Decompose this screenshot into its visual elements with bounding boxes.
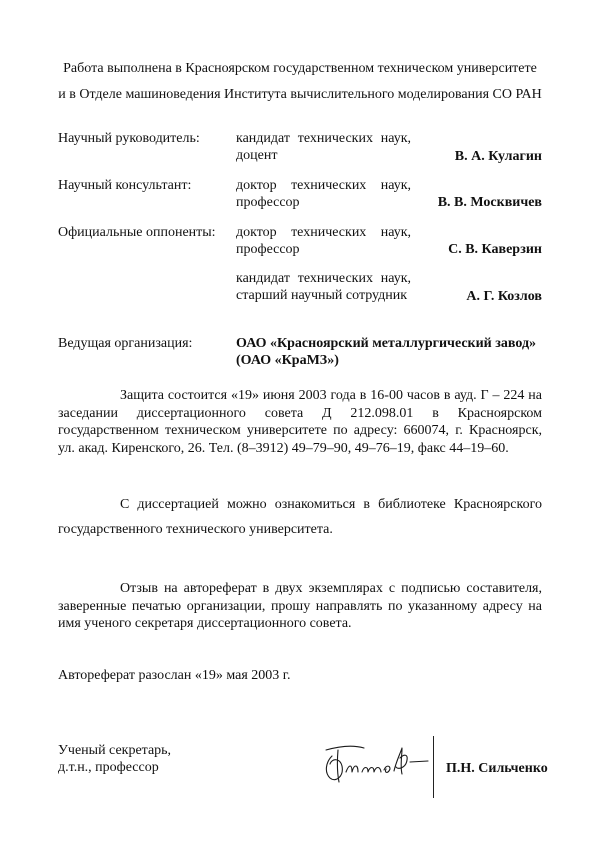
defense-paragraph: Защита состоится «19» июня 2003 года в 16-00 часов в ауд. Г – 224 на заседании диссертационного совета Д 212.098.01 в Красноярском государственном техническом университете по адресу: 660074, г. Красноярск, ул. акад. Киренского, 26. Тел. (8–3912) 49–79–90, 49–76–19, факс 44–19–60.: [58, 388, 542, 456]
credentials: кандидат технических наук, старший научный сотрудник: [236, 271, 411, 303]
signature-divider: [433, 736, 434, 798]
person-name: С. В. Каверзин: [448, 242, 542, 257]
credentials: кандидат технических наук, доцент: [236, 131, 411, 163]
credentials: доктор технических наук, профессор: [236, 178, 411, 210]
intro-line-1: Работа выполнена в Красноярском государственном техническом университете: [63, 61, 537, 76]
secretary-title: Ученый секретарь,: [58, 743, 172, 758]
library-paragraph: С диссертацией можно ознакомиться в библиотеке Красноярского государственного технического университета.: [58, 497, 542, 537]
intro-line-2: и в Отделе машиноведения Института вычислительного моделирования СО РАН: [58, 87, 542, 102]
role-label: Научный руководитель:: [58, 131, 200, 146]
secretary-name: П.Н. Сильченко: [446, 761, 548, 776]
credentials: доктор технических наук, профессор: [236, 225, 411, 257]
role-label: Официальные оппоненты:: [58, 225, 216, 240]
sent-date: Автореферат разослан «19» мая 2003 г.: [58, 668, 291, 683]
review-paragraph: Отзыв на автореферат в двух экземплярах с подписью составителя, заверенные печатью организации, прошу направлять по указанному адресу на имя ученого секретаря диссертационного совета.: [58, 581, 542, 631]
person-name: В. А. Кулагин: [454, 149, 542, 164]
lead-org-label: Ведущая организация:: [58, 336, 193, 351]
person-name: В. В. Москвичев: [437, 195, 542, 210]
secretary-degree: д.т.н., профессор: [58, 760, 159, 775]
lead-org-line-1: ОАО «Красноярский металлургический завод»: [236, 336, 537, 351]
role-label: Научный консультант:: [58, 178, 192, 193]
lead-org-line-2: (ОАО «КраМЗ»): [236, 353, 339, 368]
signature-icon: [318, 736, 430, 788]
person-name: А. Г. Козлов: [466, 289, 542, 304]
